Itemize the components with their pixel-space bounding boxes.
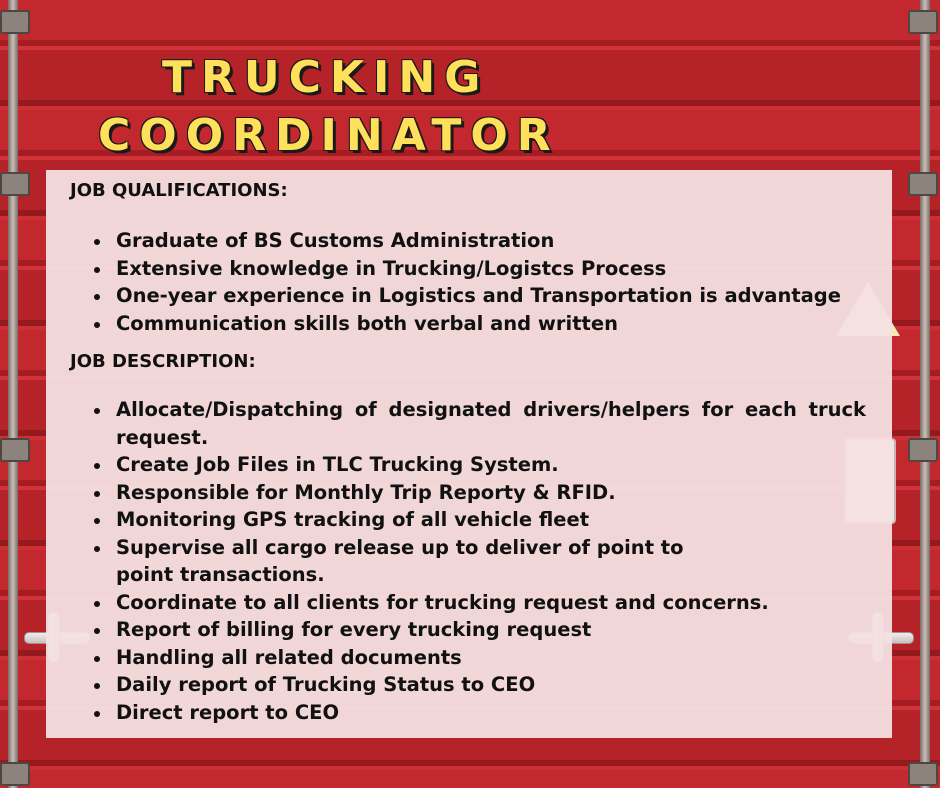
list-item: Direct report to CEO	[116, 699, 866, 727]
description-heading: JOB DESCRIPTION:	[70, 351, 256, 372]
list-item: Monitoring GPS tracking of all vehicle fleet	[116, 506, 866, 534]
rod-bracket	[0, 762, 30, 786]
list-item: Coordinate to all clients for trucking request and concerns.	[116, 589, 866, 617]
qualifications-list	[70, 227, 866, 337]
title-line-1: TRUCKING	[162, 52, 490, 103]
list-item: Report of billing for every trucking request	[116, 616, 866, 644]
qualifications-heading: JOB QUALIFICATIONS:	[70, 180, 288, 201]
rod-bracket	[908, 762, 938, 786]
title-line-2: COORDINATOR	[98, 110, 560, 161]
list-item: Communication skills both verbal and written	[116, 310, 866, 338]
description-list	[70, 396, 866, 726]
list-item: Extensive knowledge in Trucking/Logistcs Process	[116, 255, 866, 283]
list-item: Daily report of Trucking Status to CEO	[116, 671, 866, 699]
list-item: Allocate/Dispatching of designated drivers/helpers for each truck request.	[116, 396, 866, 451]
rod-bracket	[908, 10, 938, 34]
list-item: Create Job Files in TLC Trucking System.	[116, 451, 866, 479]
rod-bracket	[908, 172, 938, 196]
list-item: One-year experience in Logistics and Transportation is advantage	[116, 282, 866, 310]
list-item: Graduate of BS Customs Administration	[116, 227, 866, 255]
job-details-panel	[46, 170, 892, 738]
list-item: Supervise all cargo release up to deliver of point to point transactions.	[116, 534, 866, 589]
list-item: Handling all related documents	[116, 644, 866, 672]
rod-bracket	[0, 172, 30, 196]
rod-bracket	[908, 438, 938, 462]
list-item: Responsible for Monthly Trip Reporty & RFID.	[116, 479, 866, 507]
rod-bracket	[0, 10, 30, 34]
rod-bracket	[0, 438, 30, 462]
